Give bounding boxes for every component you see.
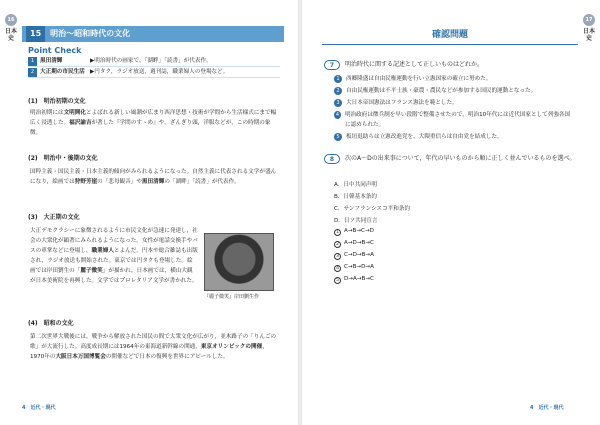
- choice-text: A→B→C→D: [344, 228, 374, 234]
- point-check-box: [28, 46, 280, 82]
- choice-number: 5: [334, 277, 341, 284]
- left-footer: 4 近代・現代: [22, 405, 56, 411]
- text: が著した『学問のすゝめ』や，ざんぎり頭，洋服などが，この時期の象徴。: [30, 120, 271, 136]
- highlight: 文明開化: [63, 110, 86, 116]
- text: の開催などで日本の復興を世界にアピールした。: [105, 354, 229, 360]
- subheading-taisho: (3) 大正期の文化: [28, 214, 80, 221]
- choice-text: C→D→B→A: [344, 252, 374, 258]
- answer-option: [334, 86, 574, 96]
- text: 大正デモクラシーに象徴されるように市民文化が急速に発達し，社会の大衆化が顕著にみられるようになった。女性が電話交換手やバスの車掌などに登場し，: [30, 228, 198, 254]
- option-text: 板垣退助らは立憲改進党を，大隈重信らは自由党を結成した。: [346, 134, 503, 140]
- answer-choice: [334, 252, 374, 260]
- text: の「悲母観音」や: [97, 179, 142, 185]
- point-row-number: 1: [28, 57, 37, 66]
- text: とよんだ。円本や総合雑誌も出版され，ラジオ放送も開始された。東京では円タクも登場した。絵画では岸田劉生の「: [30, 248, 198, 274]
- highlight: 東京オリンピックの開催: [200, 344, 263, 350]
- text: の「湖畔」「読書」が代表作。: [164, 179, 240, 185]
- question-number: 7: [324, 60, 340, 70]
- answer-choice: [334, 240, 374, 248]
- option-number: 2: [334, 87, 342, 95]
- text: 第二次世界大戦後には，戦争から解放された国民の間で大衆文化が広がり，並木路子の「りんごの歌」が大流行した。高度成長期には1964年の東海道新幹線の開通，: [30, 334, 277, 350]
- event-item: A．日中共同声明: [334, 182, 377, 188]
- highlight: 黒田清輝: [141, 179, 165, 185]
- highlight: 職業婦人: [91, 248, 114, 254]
- review-title: 確認問題: [322, 27, 578, 45]
- highlight: 麗子微笑: [80, 268, 103, 274]
- point-row-value: ▶明治時代の画家で、「湖畔」「読書」が代表作。: [90, 58, 212, 64]
- text: 明治初期には: [30, 110, 64, 116]
- choice-number: 3: [334, 253, 341, 260]
- right-page: [302, 0, 600, 425]
- left-page: [0, 0, 298, 425]
- option-text: 西郷隆盛は自由民権運動を行い立憲国家の確立に努めた。: [346, 76, 492, 82]
- left-side-tab: [4, 14, 18, 42]
- choice-text: A→D→B→C: [344, 240, 374, 246]
- paragraph-taisho: [30, 226, 198, 286]
- option-text: 自由民権運動は不平士族・豪農・農民などが参加する国民的運動となった。: [346, 88, 537, 94]
- option-number: 1: [334, 75, 342, 83]
- point-row: [28, 56, 280, 67]
- section-badge: 15: [26, 26, 45, 42]
- text: とよばれる新しい風潮が広まり西洋思想・技術が学問から生活様式にまで幅広く浸透した。: [30, 110, 277, 126]
- photo-caption: 『麗子微笑』岸田劉生作: [204, 294, 260, 300]
- section-title: 明治～昭和時代の文化: [50, 29, 131, 38]
- option-number: 5: [334, 133, 342, 141]
- right-tab-label: 日本史: [582, 28, 595, 42]
- option-number: 4: [335, 112, 340, 118]
- answer-choice: [334, 276, 374, 284]
- subheading-meiji-late: (2) 明治中・後期の文化: [28, 155, 98, 162]
- paragraph-showa: [30, 332, 278, 362]
- paragraph-meiji-late: [30, 167, 278, 187]
- section-header: [22, 26, 284, 42]
- left-tab-label: 日本史: [4, 28, 17, 42]
- event-item: C．サンフランシスコ平和条約: [334, 206, 411, 212]
- option-text: 明治政府は徴兵制を早い段階で整備させたので，明治10年代には近代国家として列強各国に認められた。: [344, 112, 571, 128]
- question-text: 次のA～Dの出来事について，年代の早いものから順に正しく並んでいるものを選べ。: [345, 155, 576, 162]
- point-check-title: Point Check: [28, 46, 82, 55]
- subheading-meiji-early: (1) 明治初期の文化: [28, 98, 86, 105]
- left-tab-number: 16: [5, 14, 17, 26]
- option-number: 3: [334, 99, 342, 107]
- answer-choice: [334, 264, 374, 272]
- answer-choice: [334, 228, 374, 236]
- point-row-value: ▶円タク，ラジオ放送，週刊誌，職業婦人の登場など。: [90, 69, 229, 75]
- event-item: B．日韓基本条約: [334, 194, 377, 200]
- choice-number: 2: [334, 241, 341, 248]
- point-row-number: 2: [28, 68, 37, 77]
- choice-number: 1: [334, 229, 341, 236]
- point-row: [28, 67, 280, 78]
- answer-option: [334, 132, 574, 142]
- text: ，1970年の: [30, 344, 268, 360]
- point-row-key: 大正期の市民生活: [40, 69, 85, 75]
- event-item: D．日ソ共同宣言: [334, 218, 378, 224]
- right-tab-number: 17: [583, 14, 595, 26]
- question-8: [324, 154, 580, 164]
- right-footer: 4 近代・現代: [530, 405, 564, 411]
- option-text: 大日本帝国憲法はフランス憲法を範とした。: [346, 100, 458, 106]
- answer-option: [334, 98, 574, 108]
- choice-text: D→A→B→C: [344, 276, 374, 282]
- reiko-portrait-image: [204, 233, 274, 291]
- highlight: 福沢諭吉: [69, 120, 92, 126]
- point-row-key: 黒田清輝: [40, 58, 63, 64]
- question-7: [324, 60, 580, 70]
- paragraph-meiji-early: [30, 108, 278, 138]
- question-number: 8: [324, 154, 340, 164]
- text: 国粋主義・国民主義・日本主義的傾向がみられるようになった。自然主義に代表される文学が盛んになり，絵画では: [30, 169, 277, 185]
- question-text: 明治時代に関する記述として正しいものはどれか。: [345, 61, 484, 68]
- right-side-tab: [582, 14, 596, 42]
- choice-number: 4: [334, 265, 341, 272]
- highlight: 大阪日本万国博覧会: [55, 354, 106, 360]
- answer-option: [334, 110, 574, 130]
- subheading-showa: (4) 昭和の文化: [28, 320, 74, 327]
- answer-option: [334, 74, 574, 84]
- text: 」が描かれ，日本画では，横山大観が日本美術院を再興した。文学ではプロレタリア文学が書かれた。: [30, 268, 198, 284]
- highlight: 狩野芳崖: [74, 179, 98, 185]
- choice-text: C→B→D→A: [344, 264, 374, 270]
